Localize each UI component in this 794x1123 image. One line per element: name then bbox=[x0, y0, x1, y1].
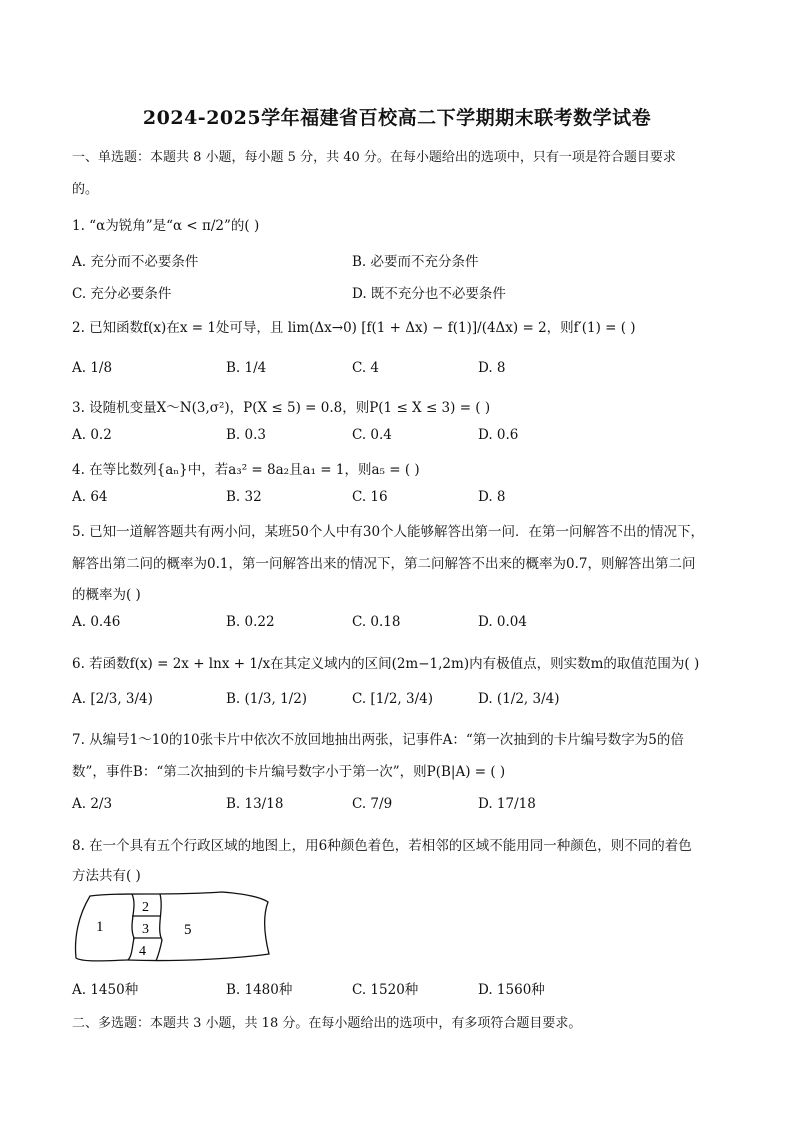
section1-heading-line1: 一、单选题：本题共 8 小题，每小题 5 分，共 40 分。在每小题给出的选项中，只有一项是符合题目要求 bbox=[72, 150, 676, 165]
q5-option-d[interactable]: D. 0.04 bbox=[478, 614, 527, 630]
q1-text: 1. “α为锐角”是“α < π/2”的( ) bbox=[72, 218, 260, 234]
q5-text-line1: 5. 已知一道解答题共有两小问，某班50个人中有30个人能够解答出第一问．在第一问解答不出的情况下， bbox=[72, 524, 705, 540]
map-label-5: 5 bbox=[184, 922, 192, 938]
q8-text-line1: 8. 在一个具有五个行政区域的地图上，用6种颜色着色，若相邻的区域不能用同一种颜色，则不同的着色 bbox=[72, 838, 692, 854]
q6-option-c[interactable]: C. [1/2, 3/4) bbox=[352, 691, 433, 707]
q6-option-d[interactable]: D. (1/2, 3/4) bbox=[478, 691, 560, 707]
q8-option-b[interactable]: B. 1480种 bbox=[226, 982, 293, 998]
q3-option-a[interactable]: A. 0.2 bbox=[72, 427, 112, 443]
q4-text: 4. 在等比数列{aₙ}中，若a₃² = 8a₂且a₁ = 1，则a₅ = ( ) bbox=[72, 462, 420, 478]
q5-text-line3: 的概率为( ) bbox=[72, 587, 141, 603]
q3-option-d[interactable]: D. 0.6 bbox=[478, 427, 519, 443]
map-label-3: 3 bbox=[142, 922, 149, 937]
page-title: 2024-2025学年福建省百校高二下学期期末联考数学试卷 bbox=[142, 107, 652, 129]
q5-option-c[interactable]: C. 0.18 bbox=[352, 614, 401, 630]
q3-option-b[interactable]: B. 0.3 bbox=[226, 427, 266, 443]
q5-text-line2: 解答出第二问的概率为0.1，第一问解答出来的情况下，第二问解答不出来的概率为0.7，则解答出第二问 bbox=[72, 556, 696, 572]
q5-option-b[interactable]: B. 0.22 bbox=[226, 614, 275, 630]
section2-heading: 二、多选题：本题共 3 小题，共 18 分。在每小题给出的选项中，有多项符合题目要求。 bbox=[72, 1016, 582, 1031]
q1-option-a[interactable]: A. 充分而不必要条件 bbox=[72, 254, 199, 270]
q8-option-c[interactable]: C. 1520种 bbox=[352, 982, 419, 998]
map-divider-right bbox=[156, 894, 162, 961]
q1-option-c[interactable]: C. 充分必要条件 bbox=[72, 286, 172, 302]
q6-option-a[interactable]: A. [2/3, 3/4) bbox=[72, 691, 153, 707]
q7-option-d[interactable]: D. 17/18 bbox=[478, 796, 536, 812]
q2-option-d[interactable]: D. 8 bbox=[478, 360, 506, 376]
q8-option-d[interactable]: D. 1560种 bbox=[478, 982, 545, 998]
q2-option-a[interactable]: A. 1/8 bbox=[72, 360, 113, 376]
q8-text-line2: 方法共有( ) bbox=[72, 868, 141, 884]
q4-option-b[interactable]: B. 32 bbox=[226, 489, 262, 505]
q7-option-c[interactable]: C. 7/9 bbox=[352, 796, 393, 812]
map-label-1: 1 bbox=[96, 919, 104, 935]
q7-text-line1: 7. 从编号1～10的10张卡片中依次不放回地抽出两张，记事件A：“第一次抽到的卡片编号数字为5的倍 bbox=[72, 732, 684, 748]
q6-text: 6. 若函数f(x) = 2x + lnx + 1/x在其定义域内的区间(2m−1,2m)内有极值点，则实数m的取值范围为( ) bbox=[72, 656, 700, 672]
q6-option-b[interactable]: B. (1/3, 1/2) bbox=[226, 691, 308, 707]
map-label-2: 2 bbox=[142, 900, 149, 915]
q7-text-line2: 数”，事件B：“第二次抽到的卡片编号数字小于第一次”，则P(B|A) = ( ) bbox=[72, 764, 506, 780]
q5-option-a[interactable]: A. 0.46 bbox=[72, 614, 121, 630]
map-outline bbox=[76, 892, 269, 961]
region-map-figure bbox=[72, 888, 272, 966]
q3-text: 3. 设随机变量X～N(3,σ²)，P(X ≤ 5) = 0.8，则P(1 ≤ X ≤ 3) = ( ) bbox=[72, 400, 491, 416]
map-label-4: 4 bbox=[139, 944, 146, 959]
q1-option-b[interactable]: B. 必要而不充分条件 bbox=[352, 254, 479, 270]
section1-heading-line2: 的。 bbox=[72, 182, 99, 197]
q8-option-a[interactable]: A. 1450种 bbox=[72, 982, 139, 998]
q7-option-b[interactable]: B. 13/18 bbox=[226, 796, 284, 812]
q4-option-c[interactable]: C. 16 bbox=[352, 489, 388, 505]
q1-option-d[interactable]: D. 既不充分也不必要条件 bbox=[352, 286, 506, 302]
q7-option-a[interactable]: A. 2/3 bbox=[72, 796, 113, 812]
q2-option-c[interactable]: C. 4 bbox=[352, 360, 380, 376]
q3-option-c[interactable]: C. 0.4 bbox=[352, 427, 392, 443]
q2-text: 2. 已知函数f(x)在x = 1处可导，且 lim(Δx→0) [f(1 + Δx) − f(1)]/(4Δx) = 2，则f′(1) = ( ) bbox=[72, 320, 636, 336]
q2-option-b[interactable]: B. 1/4 bbox=[226, 360, 267, 376]
q4-option-a[interactable]: A. 64 bbox=[72, 489, 108, 505]
q4-option-d[interactable]: D. 8 bbox=[478, 489, 506, 505]
map-divider-left bbox=[128, 894, 134, 960]
